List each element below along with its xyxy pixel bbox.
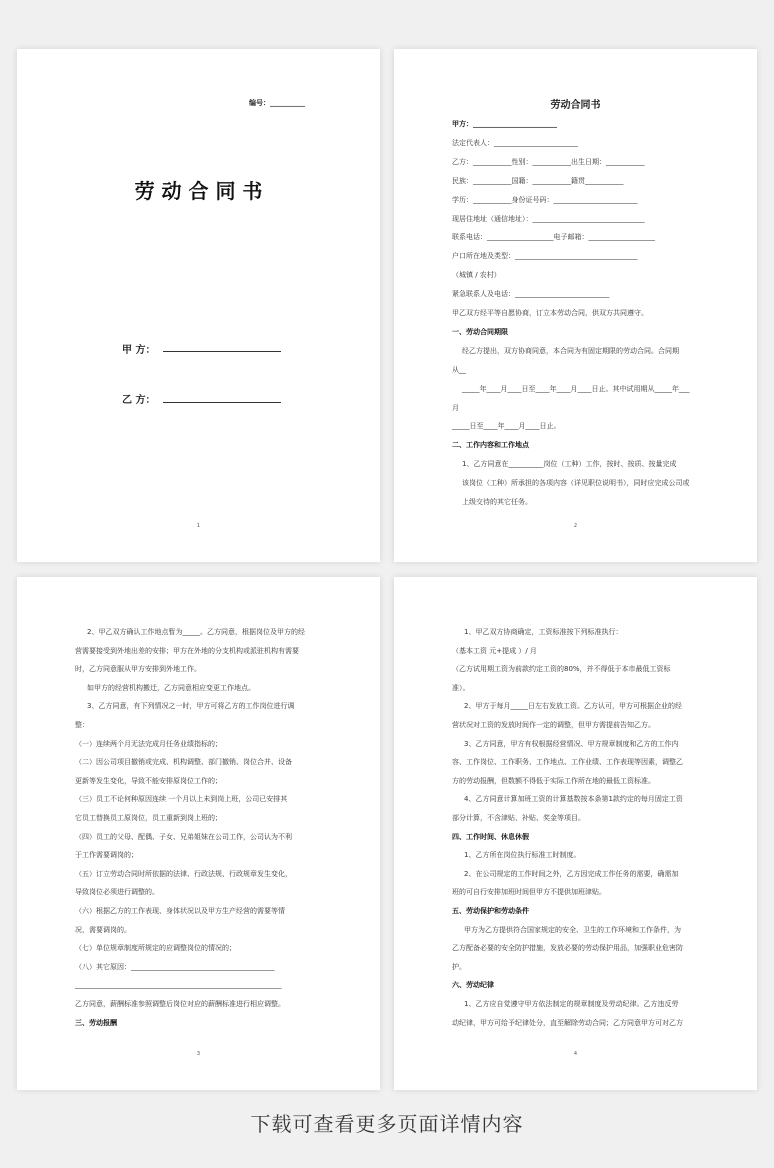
contract-text-line: 准）。 <box>452 683 470 692</box>
contract-text-line: （二）因公司项目撤销或完成、机构调整、部门撤销、岗位合并、设备 <box>75 758 292 767</box>
party-b-line <box>163 402 281 403</box>
contract-text-line: 营需要接受到外地出差的安排；甲方在外地的分支机构或派驻机构有需要 <box>75 646 299 655</box>
contract-text-line: 如甲方的经营机构搬迁，乙方同意相应变更工作地点。 <box>87 683 255 692</box>
party-a-line <box>163 351 281 352</box>
contract-text-line: 1、乙方应自觉遵守甲方依法制定的规章制度及劳动纪律。乙方违反劳 <box>464 1000 679 1008</box>
contract-text-line: 月 <box>452 403 459 412</box>
contract-text-line: 该岗位（工种）所承担的各项内容（详见职位说明书），同时应完成公司或 <box>462 479 690 488</box>
section-heading: 一、劳动合同期限 <box>452 327 508 336</box>
contract-text-line: 学历：___________身份证号码：________________________ <box>452 195 638 204</box>
contract-text-line: 紧急联系人及电话：___________________________ <box>452 290 610 299</box>
contract-text-line: （四）员工的父母、配偶、子女、兄弟姐妹在公司工作，公司认为不利 <box>75 832 292 841</box>
contract-text-line: 1、甲乙双方协商确定，工资标准按下列标准执行： <box>464 628 623 636</box>
contract-title: 劳动合同书 <box>550 100 601 111</box>
contract-text-line: （七）单位规章制度所规定的应调整岗位的情况的； <box>75 944 236 953</box>
contract-text-line: 2、甲方于每月_____日左右发放工资。乙方认可，甲方可根据企业的经 <box>464 702 682 711</box>
contract-text-line: 联系电话：___________________电子邮箱：___________________ <box>452 233 655 242</box>
cover-title: 劳 动 合 同 书 <box>134 179 263 203</box>
party-b-label: 乙 方： <box>122 395 156 406</box>
party-a-label: 甲 方： <box>122 345 156 356</box>
contract-text-line: 更新等发生变化，导致不能安排原岗位工作的； <box>75 776 222 785</box>
contract-text-line: 班的可自行安排加班时间但甲方不提供加班津贴。 <box>452 888 606 897</box>
page-3 <box>17 577 380 1090</box>
contract-text-line: 上级交待的其它任务。 <box>462 498 532 506</box>
contract-text-line: 方的劳动报酬，但数额不得低于实际工作所在地的最低工资标准。 <box>452 776 655 785</box>
contract-text-line: 整： <box>75 721 89 729</box>
contract-text-line: 它员工替换员工原岗位，员工重新到岗上班的； <box>75 814 222 822</box>
section-heading: 四、工作时间、休息休假 <box>452 832 529 841</box>
contract-text-line: 法定代表人：________________________ <box>452 138 578 147</box>
page-number: 2 <box>573 523 578 529</box>
contract-text-line: 1、乙方同意在__________岗位（工种）工作，按时、按质、按量完成 <box>462 460 677 469</box>
section-heading: 甲方：________________________ <box>452 120 557 128</box>
contract-text-line: 3、乙方同意，甲方有权根据经营情况、甲方规章制度和乙方的工作内 <box>464 739 679 748</box>
contract-text-line: 营状况对工资的发放时间作一定的调整，但甲方需提前告知乙方。 <box>452 721 655 729</box>
contract-text-line: 况，需要调岗的。 <box>75 925 131 934</box>
contract-text-line: _____日至____年____月____日止。 <box>452 422 561 431</box>
page-number: 1 <box>196 523 201 529</box>
contract-text-line: 时，乙方同意服从甲方安排到外地工作。 <box>75 665 201 674</box>
page-4 <box>394 577 757 1090</box>
contract-text-line: 部分计算，不含津贴、补贴、奖金等项目。 <box>452 814 585 822</box>
contract-text-line: 护。 <box>452 962 466 971</box>
contract-text-line: （一）连续两个月无法完成月任务业绩指标的； <box>75 739 222 748</box>
contract-text-line: （六）根据乙方的工作表现、身体状况以及甲方生产经营的需要等情 <box>75 907 285 915</box>
contract-text-line: _____年____月____日至____年____月____日止。其中试用期从_____年___ <box>462 384 690 393</box>
contract-text-line: ___________________________________________________________ <box>75 981 282 990</box>
contract-text-line: 3、乙方同意，有下列情况之一时，甲方可将乙方的工作岗位进行调 <box>87 702 295 711</box>
page-2 <box>394 49 757 562</box>
contract-text-line: 经乙方提出，双方协商同意，本合同为有固定期限的劳动合同。合同期 <box>462 346 679 355</box>
contract-text-line: 导致岗位必须进行调整的。 <box>75 888 159 897</box>
contract-text-line: 户口所在地及类型：___________________________________ <box>452 252 638 261</box>
section-heading: 五、劳动保护和劳动条件 <box>452 907 529 915</box>
contract-text-line: 4、乙方同意计算加班工资的计算基数按本条第1款约定的每月固定工资 <box>464 795 683 804</box>
contract-text-line: 动纪律，甲方可给予纪律处分，直至解除劳动合同；乙方同意甲方可对乙方 <box>452 1018 683 1027</box>
contract-text-line: 乙方：___________性别：___________出生日期：___________ <box>452 157 645 166</box>
contract-text-line: 2、在公司规定的工作时间之外，乙方因完成工作任务的需要，确需加 <box>464 869 679 878</box>
contract-text-line: （城镇 / 农村） <box>452 271 501 280</box>
download-more-caption: 下载可查看更多页面详情内容 <box>250 1112 524 1136</box>
contract-text-line: 2、甲乙双方确认工作地点暂为_____。乙方同意，根据岗位及甲方的经 <box>87 628 305 636</box>
page-number: 3 <box>196 1051 201 1057</box>
contract-text-line: （五）订立劳动合同时所依据的法律、行政法规、行政规章发生变化， <box>75 869 292 878</box>
contract-text-line: 甲方为乙方提供符合国家规定的安全、卫生的工作环境和工作条件，为 <box>464 925 681 934</box>
contract-text-line: （三）员工不论何种原因连续 一个月以上未到岗上班，公司已安排其 <box>75 795 288 804</box>
section-heading: 三、劳动报酬 <box>75 1018 117 1027</box>
section-heading: 二、工作内容和工作地点 <box>452 441 529 450</box>
contract-text-line: 现居住地址（通信地址）：________________________________ <box>452 214 645 223</box>
contract-text-line: 从__ <box>452 365 466 374</box>
contract-text-line: 1、乙方所在岗位执行标准工时制度。 <box>464 851 581 860</box>
contract-text-line: （八）其它原因：_________________________________________ <box>75 962 275 971</box>
contract-text-line: （基本工资 元+提成 ）/ 月 <box>452 646 537 655</box>
page-number: 4 <box>573 1051 578 1057</box>
contract-text-line: （乙方试用期工资为前款约定工资的80%，并不得低于本市最低工资标 <box>452 665 671 674</box>
contract-text-line: 甲乙双方经平等自愿协商，订立本劳动合同，供双方共同遵守。 <box>452 309 648 317</box>
section-heading: 六、劳动纪律 <box>452 981 494 990</box>
contract-text-line: 容、工作岗位、工作职务、工作地点、工作业绩、工作表现等因素，调整乙 <box>452 758 683 767</box>
page-cover <box>17 49 380 562</box>
contract-text-line: 于工作需要调岗的； <box>75 851 138 860</box>
contract-text-line: 民族：___________国籍：___________籍贯___________ <box>452 176 624 185</box>
contract-text-line: 乙方同意，薪酬标准参照调整后岗位对应的薪酬标准进行相应调整。 <box>75 1000 285 1008</box>
contract-text-line: 乙方配备必要的安全防护措施，发放必要的劳动保护用品，加强职业危害防 <box>452 944 683 953</box>
contract-number-label: 编号：__________ <box>249 99 305 107</box>
